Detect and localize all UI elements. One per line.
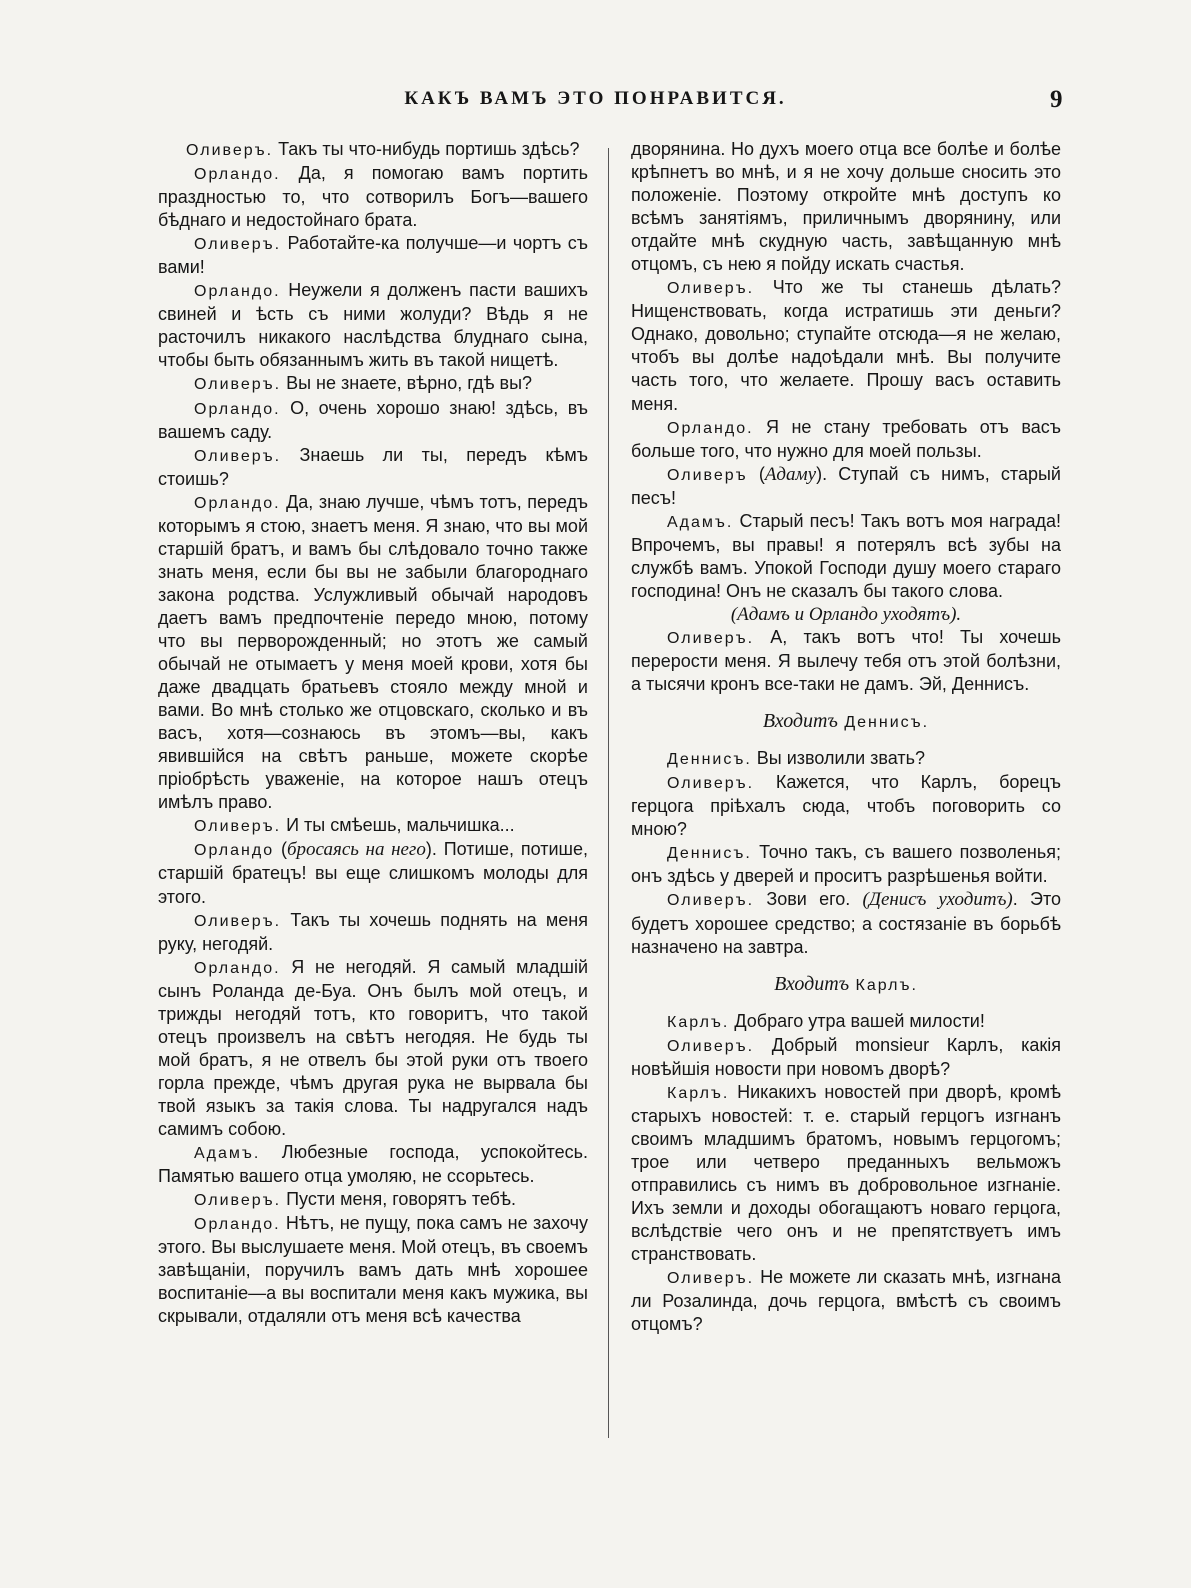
speech bbox=[631, 747, 1061, 771]
speaker-name: Карлъ. bbox=[667, 1013, 730, 1031]
speech-text: Вы изволили звать? bbox=[751, 748, 926, 769]
stage-direction: Адаму bbox=[764, 463, 817, 485]
speaker-name: Орландо. bbox=[667, 419, 754, 437]
speech-text: Нѣтъ, не пущу, пока самъ не захочу этого. Вы выслушаете меня. Мой отецъ, въ своемъ завѣщаніи, поручилъ вамъ дать мнѣ хорошее воспитаніе—а вы воспитали меня какъ мужика, вы скрывали, отдаляли отъ меня всѣ качества bbox=[158, 1213, 588, 1327]
speech bbox=[631, 1034, 1061, 1081]
speech bbox=[158, 232, 588, 279]
speech bbox=[631, 1081, 1061, 1266]
speaker-name: Оливеръ. bbox=[194, 912, 282, 930]
speech bbox=[158, 279, 588, 372]
entrance-heading bbox=[631, 710, 1061, 734]
speech bbox=[158, 1212, 588, 1328]
speech: Орландо (бросаясь на него). Потише, потише, старшій братецъ! вы еще слишкомъ молоды для этого. bbox=[158, 839, 589, 907]
speech bbox=[158, 138, 588, 162]
speech-text: Не можете ли сказать мнѣ, изгнана ли Розалинда, дочь герцога, вмѣстѣ съ своимъ отцомъ? bbox=[631, 1267, 1061, 1335]
speech-text: Добрый monsieur Карлъ, какія новѣйшія новости при новомъ дворѣ? bbox=[631, 1034, 1061, 1079]
speaker-name: Оливеръ. bbox=[194, 818, 282, 836]
speaker-name: Оливеръ. bbox=[667, 280, 755, 298]
speaker-name: Оливеръ. bbox=[667, 892, 755, 910]
speech bbox=[158, 909, 588, 956]
speech-text: И ты смѣешь, мальчишка... bbox=[281, 815, 515, 836]
speech bbox=[631, 888, 1061, 958]
speech: Оливеръ (Адаму). Ступай съ нимъ, старый песъ! bbox=[631, 463, 1061, 508]
speaker-name: Оливеръ. bbox=[667, 1037, 755, 1055]
speech-text: Я не стану требовать отъ васъ больше того, что нужно для моей пользы. bbox=[631, 416, 1061, 461]
speaker-name: Оливеръ. bbox=[194, 376, 282, 394]
speech bbox=[158, 1188, 588, 1212]
speaker-name: Деннисъ. bbox=[667, 845, 752, 863]
speech-text: Вы не знаете, вѣрно, гдѣ вы? bbox=[281, 373, 533, 394]
entrance-name: Деннисъ. bbox=[837, 714, 930, 732]
speech-text: Никакихъ новостей при дворѣ, кромѣ старыхъ новостей: т. е. старый герцогъ изгнанъ своимъ младшимъ братомъ, новымъ герцогомъ; трое или четверо преданныхъ вельможъ отправились съ нимъ въ добровольное изгнаніе. Ихъ земли и доходы обогащаютъ новаго герцога, вслѣдствіе чего онъ и не препятствуетъ имъ странствовать. bbox=[631, 1081, 1061, 1265]
speaker-name: Адамъ. bbox=[194, 1145, 261, 1163]
entrance-verb: Входитъ bbox=[774, 972, 850, 995]
speaker-name: Оливеръ bbox=[667, 466, 748, 484]
left-column bbox=[158, 138, 588, 1328]
speech bbox=[631, 626, 1061, 696]
speech-text: О, очень хорошо знаю! здѣсь, въ вашемъ саду. bbox=[158, 397, 588, 442]
stage-direction-line bbox=[631, 603, 1061, 626]
column-divider bbox=[608, 148, 609, 1438]
speaker-name: Адамъ. bbox=[667, 513, 734, 531]
speech-text: Я не негодяй. Я самый младшій сынъ Роланда де-Буа. Онъ былъ мой отецъ, и трижды негодяй тотъ, кто говоритъ, что такой отецъ произвелъ на свѣтъ негодяя. Не будь ты мой братъ, я не отвелъ бы этой руки отъ твоего горла прежде, чѣмъ другая рука не вырвала бы твой языкъ за такія слова. Ты надругался надъ самимъ собою. bbox=[158, 956, 588, 1139]
speech-text: Кажется, что Карлъ, борецъ герцога пріѣхалъ сюда, чтобъ поговорить со мною? bbox=[631, 772, 1061, 840]
speech-text: Неужели я долженъ пасти вашихъ свиней и ѣсть съ ними жолуди? Вѣдь я не расточилъ никакого наслѣдства блуднаго сына, чтобы быть обязаннымъ жить въ такой нищетѣ. bbox=[158, 280, 588, 371]
speech bbox=[631, 1266, 1061, 1336]
right-column bbox=[631, 138, 1061, 1336]
speaker-name: Оливеръ. bbox=[667, 629, 755, 647]
speech-text: Что же ты станешь дѣлать? Нищенствовать, когда истратишь эти деньги? Однако, довольно; ступайте отсюда—я не желаю, чтобъ вы долѣе надоѣдали мнѣ. Вы получите часть того, что желаете. Прошу васъ оставить меня. bbox=[631, 277, 1061, 414]
stage-direction: (Денисъ уходитъ) bbox=[862, 889, 1013, 911]
exit-direction: (Адамъ и Орландо уходятъ). bbox=[730, 603, 962, 625]
speech-text: . Потише, потише, старшій братецъ! вы еще слишкомъ молоды для этого. bbox=[158, 839, 589, 907]
speaker-name: Оливеръ. bbox=[194, 1192, 282, 1210]
speech-text: Да, я помогаю вамъ портить праздностью то, что сотворилъ Богъ—вашего бѣднаго и недостойнаго брата. bbox=[158, 163, 588, 231]
speech bbox=[158, 397, 588, 444]
speaker-name: Орландо bbox=[194, 842, 275, 860]
page-number: 9 bbox=[1050, 86, 1063, 113]
speech bbox=[631, 276, 1061, 415]
speech-text: Зови его. bbox=[754, 889, 863, 910]
speech bbox=[158, 491, 588, 815]
speech-text: Любезные господа, успокойтесь. Памятью вашего отца умоляю, не ссорьтесь. bbox=[158, 1142, 588, 1187]
speech bbox=[631, 416, 1061, 463]
speaker-name: Орландо. bbox=[194, 1216, 281, 1234]
speech-text: Добраго утра вашей милости! bbox=[729, 1010, 985, 1031]
entrance-verb: Входитъ bbox=[762, 710, 838, 733]
speech bbox=[631, 510, 1061, 603]
speech bbox=[631, 841, 1061, 888]
speech bbox=[158, 162, 588, 232]
speech-text: Да, знаю лучше, чѣмъ тотъ, передъ которымъ я стою, знаетъ меня. Я знаю, что вы мой старшій братъ, и вамъ бы слѣдовало точно также знать меня, если бы вы не забыли благороднаго закона родства. Услужливый обычай народовъ даетъ вамъ предпочтеніе передо мною, потому что вы перворожденный; но этотъ же самый обычай не отымаетъ у меня моей крови, хотя бы даже двадцать братьевъ стояло между мной и вами. Во мнѣ столько же отцовскаго, сколько и въ васъ, хотя—сознаюсь въ этомъ—вы, какъ явившійся на свѣтъ раньше, можете скорѣе пріобрѣсть уваженіе, на которое нашъ отецъ имѣлъ право. bbox=[158, 491, 588, 813]
speaker-name: Орландо. bbox=[194, 959, 281, 977]
speech-text: Старый песъ! Такъ вотъ моя награда! Впрочемъ, вы правы! я потерялъ всѣ зубы на службѣ вамъ. Упокой Господи душу моего стараго господина! Онъ не сказалъ бы такого слова. bbox=[631, 510, 1061, 601]
speech-text: Такъ ты хочешь поднять на меня руку, негодяй. bbox=[158, 909, 588, 954]
speaker-name: Орландо. bbox=[194, 283, 281, 301]
speech bbox=[158, 444, 588, 491]
speech bbox=[158, 814, 588, 838]
speech bbox=[158, 1141, 588, 1188]
speech bbox=[158, 956, 588, 1141]
stage-direction: бросаясь на него bbox=[286, 839, 426, 861]
speech-text: Такъ ты что-нибудь портишь здѣсь? bbox=[273, 139, 580, 159]
speaker-name: Оливеръ. bbox=[194, 447, 282, 465]
speech-text: Точно такъ, съ вашего позволенья; онъ здѣсь у дверей и проситъ разрѣшенья войти. bbox=[631, 842, 1061, 887]
speaker-name: Орландо. bbox=[194, 494, 281, 512]
speaker-name: Карлъ. bbox=[667, 1084, 730, 1102]
speaker-name: Оливеръ. bbox=[667, 775, 755, 793]
entrance-heading bbox=[631, 973, 1061, 997]
speech-text: Пусти меня, говорятъ тебѣ. bbox=[281, 1189, 517, 1210]
speaker-name: Оливеръ. bbox=[194, 236, 282, 254]
speaker-name: Оливеръ. bbox=[667, 1270, 755, 1288]
speech-text: . Ступай съ нимъ, старый песъ! bbox=[631, 463, 1061, 508]
speech bbox=[631, 771, 1061, 841]
entrance-name: Карлъ. bbox=[849, 976, 918, 994]
speech-continuation: дворянина. Но духъ моего отца все болѣе и болѣе крѣпнетъ во мнѣ, и я не хочу дольше сносить это положеніе. Поэтому откройте мнѣ доступъ ко всѣмъ занятіямъ, приличнымъ дворянину, или отдайте мнѣ скудную часть, завѣщанную мнѣ отцомъ, съ нею я пойду искать счастья. bbox=[631, 139, 1061, 275]
speaker-name: Деннисъ. bbox=[667, 751, 752, 769]
speech bbox=[158, 372, 588, 396]
speech-text: Знаешь ли ты, передъ кѣмъ стоишь? bbox=[158, 444, 588, 489]
speech-text: А, такъ вотъ что! Ты хочешь перерости меня. Я вылечу тебя отъ этой болѣзни, а тысячи кронъ все-таки не дамъ. Эй, Деннисъ. bbox=[631, 626, 1061, 695]
speech-text: . Это будетъ хорошее средство; а состязаніе въ борьбѣ назначено на завтра. bbox=[631, 889, 1061, 957]
speaker-name: Оливеръ. bbox=[186, 142, 274, 159]
speaker-name: Орландо. bbox=[194, 400, 281, 418]
speech bbox=[631, 1010, 1061, 1034]
speaker-name: Орландо. bbox=[194, 166, 281, 184]
running-head: КАКЪ ВАМЪ ЭТО ПОНРАВИТСЯ. bbox=[404, 88, 787, 109]
speech-text: Работайте-ка получше—и чортъ съ вами! bbox=[158, 233, 588, 278]
